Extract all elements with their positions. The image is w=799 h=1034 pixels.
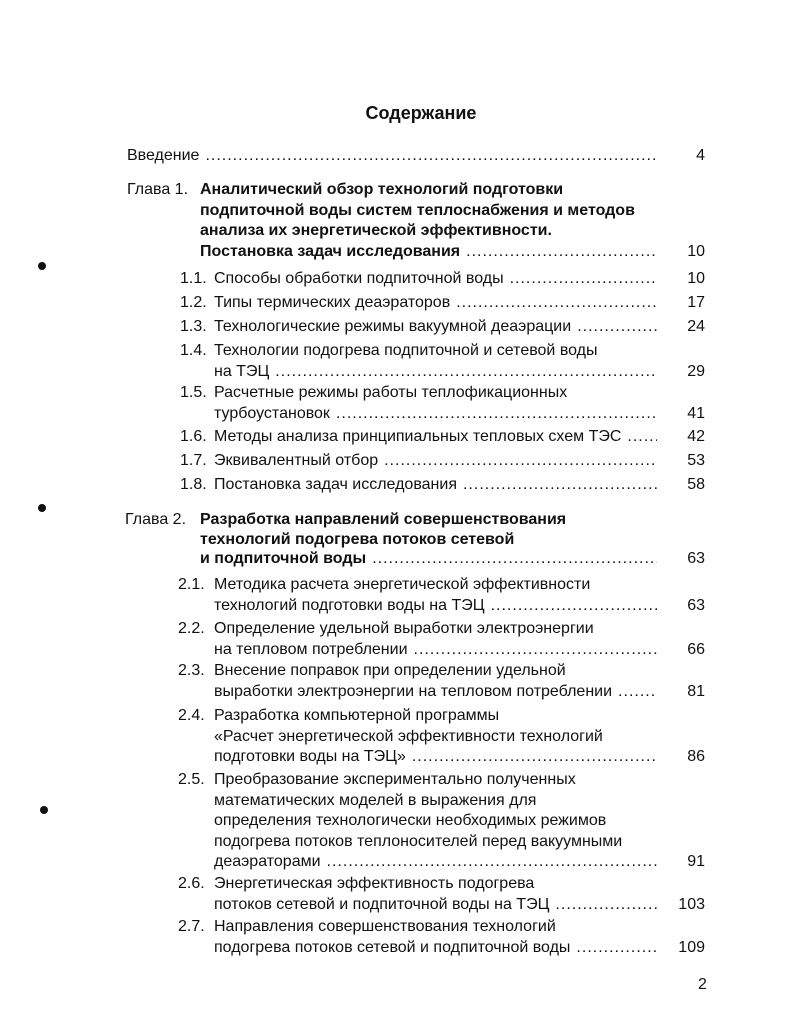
- entry-number: 1.2.: [180, 294, 207, 311]
- dot-leader: [336, 403, 657, 424]
- entry-page-number: 17: [687, 294, 705, 311]
- entry-title-line: Постановка задач исследования: [200, 242, 461, 260]
- dot-leader: [327, 852, 657, 873]
- entry-number: 2.1.: [178, 576, 205, 593]
- entry-title-line: Внесение поправок при определении удельной: [214, 662, 566, 679]
- entry-title-line: технологий подогрева потоков сетевой: [200, 530, 515, 548]
- entry-title-line: и подпиточной воды: [200, 550, 367, 567]
- entry-title-line: подогрева потоков сетевой и подпиточной воды: [214, 938, 571, 956]
- entry-title-line: Технологические режимы вакуумной деаэрации: [214, 318, 572, 335]
- entry-title-line: технологий подготовки воды на ТЭЦ: [214, 596, 485, 614]
- entry-title-line: определения технологически необходимых режимов: [214, 812, 607, 829]
- entry-number: 2.4.: [178, 707, 205, 724]
- bullet-mark: [40, 806, 48, 814]
- dot-leader: [414, 640, 657, 661]
- entry-title-line: выработки электроэнергии на тепловом потреблении: [214, 682, 613, 700]
- entry-number: 1.8.: [180, 476, 207, 493]
- entry-page-number: 10: [687, 242, 705, 260]
- toc-entry-chapter-1: [127, 180, 705, 262]
- entry-title-line: Энергетическая эффективность подогрева: [214, 875, 535, 892]
- entry-title-line: математических моделей в выражения для: [214, 791, 537, 809]
- entry-title-line: Разработка компьютерной программы: [214, 707, 500, 724]
- entry-title-line: подготовки воды на ТЭЦ»: [214, 748, 406, 765]
- entry-page-number: 81: [687, 682, 705, 700]
- dot-leader: [510, 268, 657, 289]
- toc-entry-section: [180, 382, 705, 424]
- entry-page-number: 63: [687, 596, 705, 614]
- page-title: Содержание: [365, 103, 477, 123]
- entry-page-number: 29: [687, 363, 705, 380]
- toc-entry-section: [178, 575, 705, 616]
- bullet-mark: [38, 504, 46, 512]
- dot-leader: [491, 596, 657, 617]
- entry-page-number: 42: [687, 428, 705, 445]
- toc-entry-section: [180, 474, 705, 495]
- entry-page-number: 53: [687, 452, 705, 469]
- entry-title-line: Типы термических деаэраторов: [214, 294, 451, 311]
- toc-entry-section: [180, 268, 705, 289]
- entry-title-line: на ТЭЦ: [214, 363, 270, 380]
- entry-number: 1.3.: [180, 318, 207, 335]
- entry-page-number: 86: [687, 748, 705, 765]
- dot-leader: [466, 242, 657, 263]
- page-number: 2: [698, 976, 707, 993]
- entry-page-number: 4: [696, 147, 705, 164]
- toc-entry-intro: [127, 146, 705, 166]
- entry-title-line: турбоустановок: [214, 405, 330, 422]
- dot-leader: [384, 450, 657, 471]
- entry-title-line: Способы обработки подпиточной воды: [214, 270, 504, 287]
- toc-entry-section: [178, 917, 705, 958]
- entry-title-line: подпиточной воды систем теплоснабжения и методов: [200, 201, 635, 219]
- entry-page-number: 24: [687, 318, 705, 335]
- entry-title-line: потоков сетевой и подпиточной воды на ТЭЦ: [214, 895, 550, 913]
- entry-title-line: Направления совершенствования технологий: [214, 918, 556, 935]
- toc-entry-section: [180, 340, 705, 382]
- entry-number: 2.6.: [178, 875, 205, 892]
- entry-number: 2.5.: [178, 771, 205, 788]
- entry-number: Глава 1.: [127, 181, 189, 198]
- entry-number: 1.4.: [180, 342, 207, 359]
- entry-title-line: Разработка направлений совершенствования: [200, 511, 567, 528]
- entry-title-line: деаэраторами: [214, 853, 321, 870]
- entry-number: 1.6.: [180, 428, 207, 445]
- toc-entry-section: [180, 316, 705, 337]
- dot-leader: [555, 895, 657, 916]
- dot-leader: [577, 316, 657, 337]
- toc-entry-section: [178, 661, 705, 702]
- toc-entry-section: [178, 874, 705, 915]
- dot-leader: [205, 146, 657, 166]
- entry-page-number: 10: [687, 270, 705, 287]
- toc-entry-section: [178, 706, 705, 768]
- toc-entry-section: [178, 770, 705, 873]
- dot-leader: [576, 938, 657, 959]
- toc-entry-section: [180, 426, 705, 447]
- entry-title-line: Эквивалентный отбор: [214, 452, 379, 469]
- entry-title-line: подогрева потоков теплоносителей перед вакуумными: [214, 832, 623, 850]
- entry-title-line: Расчетные режимы работы теплофикационных: [214, 384, 568, 401]
- dot-leader: [627, 426, 657, 447]
- entry-title-line: Аналитический обзор технологий подготовки: [200, 181, 564, 198]
- toc-entry-section: [178, 619, 705, 660]
- entry-number: Глава 2.: [125, 511, 187, 528]
- entry-title-line: Преобразование экспериментально полученных: [214, 771, 576, 788]
- entry-title-line: Постановка задач исследования: [214, 476, 457, 493]
- dot-leader: [412, 747, 657, 768]
- toc-entry-section: [180, 450, 705, 471]
- dot-leader: [618, 682, 657, 703]
- entry-title-line: на тепловом потреблении: [214, 640, 408, 658]
- entry-title-line: Методика расчета энергетической эффективности: [214, 576, 591, 593]
- entry-title-line: Введение: [127, 147, 200, 164]
- dot-leader: [456, 292, 657, 313]
- entry-title-line: «Расчет энергетической эффективности технологий: [214, 727, 603, 745]
- entry-title-line: анализа их энергетической эффективности.: [200, 222, 552, 239]
- bullet-mark: [38, 262, 46, 270]
- entry-page-number: 91: [687, 853, 705, 870]
- toc-entry-section: [180, 292, 705, 313]
- entry-number: 2.2.: [178, 620, 205, 637]
- entry-title-line: Методы анализа принципиальных тепловых схем ТЭС: [214, 428, 622, 445]
- entry-title-line: Определение удельной выработки электроэнергии: [214, 620, 594, 637]
- toc-entry-chapter-2: [125, 510, 705, 569]
- entry-page-number: 63: [687, 550, 705, 567]
- entry-page-number: 103: [678, 895, 705, 913]
- dot-leader: [275, 361, 657, 382]
- entry-title-line: Технологии подогрева подпиточной и сетевой воды: [214, 342, 598, 359]
- entry-number: 2.3.: [178, 662, 205, 679]
- entry-number: 1.5.: [180, 384, 207, 401]
- entry-page-number: 41: [687, 405, 705, 422]
- entry-page-number: 66: [687, 640, 705, 658]
- dot-leader: [372, 549, 657, 569]
- dot-leader: [463, 474, 657, 495]
- entry-page-number: 109: [678, 938, 705, 956]
- entry-number: 2.7.: [178, 918, 205, 935]
- entry-number: 1.7.: [180, 452, 207, 469]
- entry-page-number: 58: [687, 476, 705, 493]
- entry-number: 1.1.: [180, 270, 207, 287]
